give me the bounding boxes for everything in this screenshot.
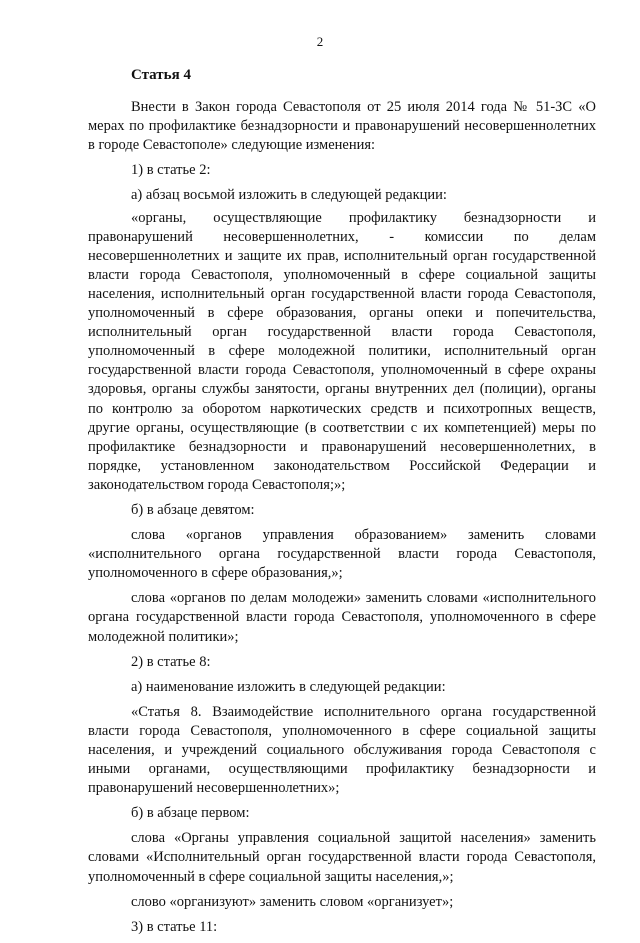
document-body xyxy=(88,66,596,943)
item-2a-heading: а) наименование изложить в следующей редакции: xyxy=(131,678,446,695)
item-1-heading: 1) в статье 2: xyxy=(131,162,211,179)
item-1b-text-1: слова «органов управления образованием» заменить словами «исполнительного органа государственной власти города Севастополя, уполномоченного в сфере образования,»; xyxy=(88,527,596,582)
item-2b-heading: б) в абзаце первом: xyxy=(131,805,250,822)
item-3-heading: 3) в статье 11: xyxy=(131,918,218,935)
intro-paragraph: Внести в Закон города Севастополя от 25 июля 2014 года № 51-ЗС «О мерах по профилактике безнадзорности и правонарушений несовершеннолетних в городе Севастополе» следующие изменения: xyxy=(88,99,596,154)
article-title: Статья 4 xyxy=(131,67,191,83)
item-2b-text-2: слово «организуют» заменить словом «организует»; xyxy=(131,893,454,910)
item-2b-text-1: слова «Органы управления социальной защитой населения» заменить словами «Исполнительный орган государственной власти города Севастополя, уполномоченный в сфере социальной защиты населения,»; xyxy=(88,830,596,885)
item-2a-text: «Статья 8. Взаимодействие исполнительного органа государственной власти города Севастополя, уполномоченного в сфере социальной защиты населения, и учреждений социального обслуживания города Севастополя с иными органами, осуществляющими профилактику безнадзорности и правонарушений несовершеннолетних»; xyxy=(88,703,596,797)
item-1b-heading: б) в абзаце девятом: xyxy=(131,501,255,518)
page-number: 2 xyxy=(316,34,324,49)
item-2-heading: 2) в статье 8: xyxy=(131,653,211,670)
item-1a-text: «органы, осуществляющие профилактику безнадзорности и правонарушений несовершеннолетних, - комиссии по делам несовершеннолетних и защите их прав, исполнительный орган государственной власти города Севастополя, уполномоченный в сфере социальной защиты населения, исполнительный орган государственной власти города Севастополя, уполномоченный в сфере образования, органы опеки и попечительства, исполнительный орган государственной власти города Севастополя, уполномоченный в сфере молодежной политики, исполнительный орган государственной власти города Севастополя, уполномоченный в сфере охраны здоровья, органы службы занятости, органы внутренних дел (полиции), органы по контролю за оборотом наркотических средств и психотропных веществ, другие органы, осуществляющие (в соответствии с их компетенцией) меры по профилактике безнадзорности и правонарушений несовершеннолетних, в порядке, установленном законодательством Российской Федерации и законодательством города Севастополя;»; xyxy=(88,209,596,493)
item-1b-text-2: слова «органов по делам молодежи» заменить словами «исполнительного органа государственной власти города Севастополя, уполномоченного в сфере молодежной политики»; xyxy=(88,590,596,645)
item-1a-heading: а) абзац восьмой изложить в следующей редакции: xyxy=(131,187,447,204)
